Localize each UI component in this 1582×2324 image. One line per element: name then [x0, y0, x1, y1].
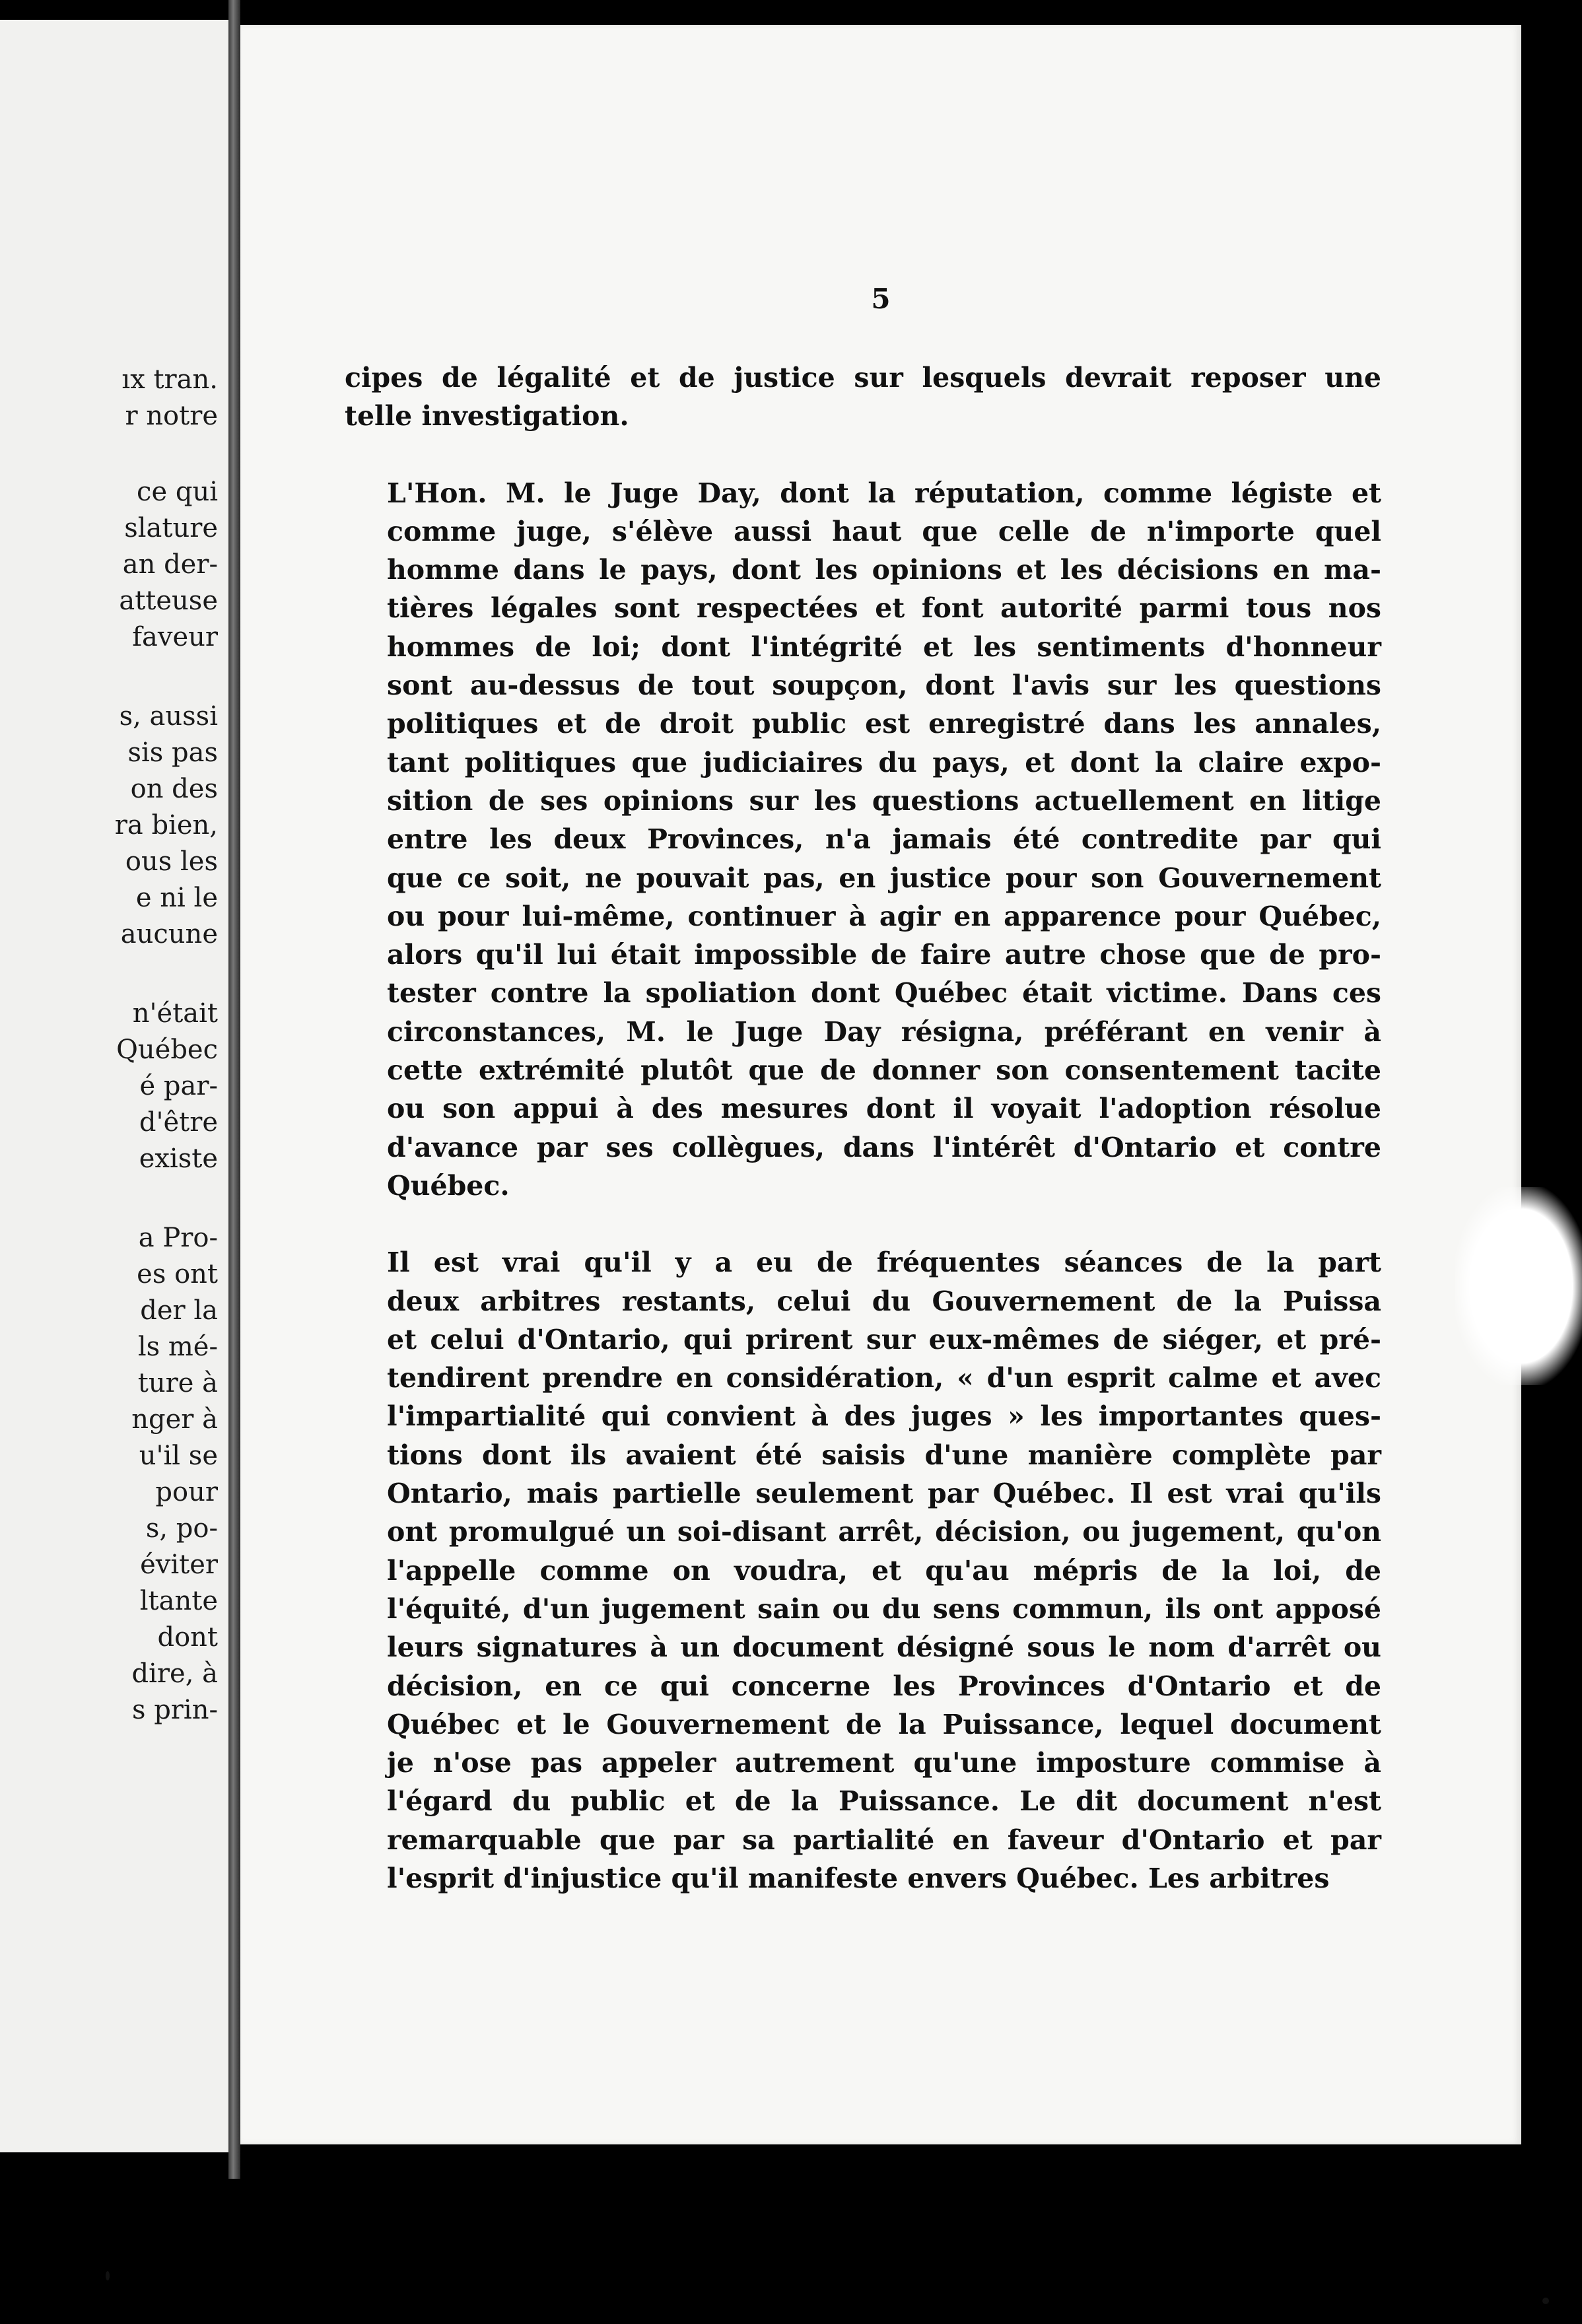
text-line: cipes de légalité et de justice sur lesquels devrait reposer une: [345, 362, 1381, 393]
facing-page-line: s, po-: [145, 1513, 218, 1544]
paragraph: [345, 474, 1381, 1206]
facing-page-line: n'était: [132, 998, 218, 1029]
facing-page-line: pour: [155, 1477, 218, 1507]
text-line: d'avance par ses collègues, dans l'intérêt d'Ontario et contre: [387, 1131, 1381, 1163]
text-line: comme juge, s'élève aussi haut que celle de n'importe quel: [387, 515, 1381, 547]
text-line: alors qu'il lui était impossible de faire autre chose que de pro-: [387, 939, 1381, 971]
facing-page-line: ıx tran.: [121, 364, 218, 395]
text-line: l'impartialité qui convient à des juges » les importantes ques-: [387, 1400, 1381, 1433]
facing-page-line: es ont: [137, 1259, 218, 1289]
facing-page-line: ce qui: [137, 477, 218, 507]
text-line: Québec.: [387, 1169, 510, 1202]
facing-page-line: s, aussi: [119, 701, 218, 732]
facing-page-line: ous les: [125, 846, 218, 877]
facing-page-line: nger à: [131, 1404, 218, 1435]
facing-page-line: éviter: [140, 1550, 218, 1580]
text-line: remarquable que par sa partialité en faveur d'Ontario et par: [387, 1824, 1381, 1856]
text-line: tester contre la spoliation dont Québec était victime. Dans ces: [387, 977, 1381, 1009]
facing-page-line: dont: [157, 1622, 218, 1653]
overexposed-smudge: [1455, 1187, 1582, 1385]
facing-page-line: e ni le: [135, 883, 218, 913]
scan-speck: [1542, 2298, 1549, 2304]
text-line: L'Hon. M. le Juge Day, dont la réputation, comme légiste et: [387, 477, 1381, 509]
text-line: Ontario, mais partielle seulement par Québec. Il est vrai qu'ils: [387, 1478, 1381, 1510]
text-line: ou pour lui-même, continuer à agir en apparence pour Québec,: [387, 900, 1381, 932]
facing-page-fragment: [0, 20, 228, 2152]
scan-speck: [106, 2271, 110, 2280]
text-line: tions dont ils avaient été saisis d'une manière complète par: [387, 1439, 1381, 1471]
paragraph: [345, 1243, 1381, 1897]
text-line: décision, en ce qui concerne les Provinces d'Ontario et de: [387, 1670, 1381, 1702]
page-number: 5: [871, 283, 891, 315]
text-line: ont promulgué un soi-disant arrêt, décision, ou jugement, qu'on: [387, 1516, 1381, 1548]
facing-page-line: Québec: [116, 1035, 218, 1065]
text-line: deux arbitres restants, celui du Gouvernement de la Puissa: [387, 1285, 1381, 1317]
text-line: entre les deux Provinces, n'a jamais été contredite par qui: [387, 823, 1381, 856]
text-line: cette extrémité plutôt que de donner son consentement tacite: [387, 1054, 1381, 1087]
text-line: leurs signatures à un document désigné sous le nom d'arrêt ou: [387, 1631, 1381, 1664]
text-line: tières légales sont respectées et font autorité parmi tous nos: [387, 592, 1381, 625]
facing-page-line: ltante: [139, 1586, 218, 1616]
facing-page-line: r notre: [125, 401, 218, 431]
book-gutter: [228, 0, 240, 2179]
facing-page-line: u'il se: [139, 1441, 218, 1471]
text-line: telle investigation.: [345, 400, 629, 432]
text-line: hommes de loi; dont l'intégrité et les sentiments d'honneur: [387, 631, 1381, 663]
text-line: sont au-dessus de tout soupçon, dont l'avis sur les questions: [387, 669, 1381, 702]
text-line: l'appelle comme on voudra, et qu'au mépris de la loi, de: [387, 1554, 1381, 1587]
text-line: que ce soit, ne pouvait pas, en justice pour son Gouvernement: [387, 862, 1381, 894]
facing-page-line: aucune: [120, 919, 218, 949]
facing-page-line: atteuse: [119, 586, 218, 616]
text-line: et celui d'Ontario, qui prirent sur eux-mêmes de siéger, et pré-: [387, 1323, 1381, 1355]
text-line: Il est vrai qu'il y a eu de fréquentes séances de la part: [387, 1247, 1381, 1279]
facing-page-line: existe: [139, 1144, 218, 1174]
facing-page-line: sis pas: [127, 737, 218, 768]
facing-page-line: s prin-: [131, 1695, 218, 1725]
text-line: sition de ses opinions sur les questions actuellement en litige: [387, 784, 1381, 817]
facing-page-line: on des: [130, 774, 218, 804]
facing-page-line: d'être: [139, 1107, 218, 1138]
text-line: l'égard du public et de la Puissance. Le dit document n'est: [387, 1785, 1381, 1818]
text-line: l'esprit d'injustice qu'il manifeste envers Québec. Les arbitres: [387, 1862, 1330, 1894]
facing-page-line: a Pro-: [138, 1223, 218, 1253]
facing-page-line: slature: [124, 513, 218, 543]
text-line: tant politiques que judiciaires du pays, et dont la claire expo-: [387, 746, 1381, 778]
body-text: [345, 359, 1381, 1897]
facing-page-line: an der-: [122, 549, 218, 580]
facing-page-line: faveur: [132, 622, 218, 652]
text-line: Québec et le Gouvernement de la Puissance, lequel document: [387, 1708, 1381, 1740]
document-page: [240, 25, 1521, 2144]
paragraph: [345, 359, 1381, 436]
text-line: l'équité, d'un jugement sain ou du sens commun, ils ont apposé: [387, 1592, 1381, 1625]
facing-page-line: der la: [140, 1295, 218, 1326]
facing-page-line: ture à: [137, 1368, 218, 1398]
text-line: homme dans le pays, dont les opinions et les décisions en ma-: [387, 554, 1381, 586]
facing-page-line: ra bien,: [114, 810, 218, 840]
facing-page-line: dire, à: [131, 1658, 218, 1689]
text-line: ou son appui à des mesures dont il voyait l'adoption résolue: [387, 1093, 1381, 1125]
facing-page-line: é par-: [139, 1071, 218, 1101]
facing-page-line: ls mé-: [137, 1332, 218, 1362]
text-line: circonstances, M. le Juge Day résigna, préférant en venir à: [387, 1015, 1381, 1048]
text-line: je n'ose pas appeler autrement qu'une imposture commise à: [387, 1747, 1381, 1779]
text-line: tendirent prendre en considération, « d'un esprit calme et avec: [387, 1362, 1381, 1394]
text-line: politiques et de droit public est enregistré dans les annales,: [387, 708, 1381, 740]
